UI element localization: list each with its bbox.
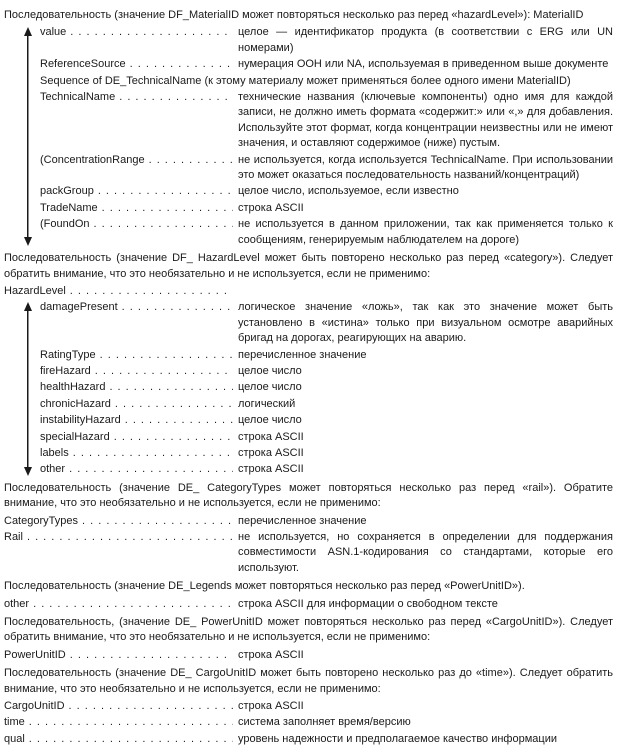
section-heading-powerunit: Последовательность, (значение DE_ PowerUnitID может повторяться несколько раз перед «CargoUnitID»). Следует обратить внимание, что это необязательно и не используется, если не применимо: <box>4 616 613 644</box>
field-row <box>40 184 613 199</box>
dot-leader <box>125 413 233 428</box>
dot-leader <box>115 397 233 412</box>
field-name: time <box>4 716 25 729</box>
field-row <box>40 462 613 477</box>
dot-leader <box>69 462 233 477</box>
field-name: instabilityHazard <box>40 414 121 427</box>
dot-leader <box>70 284 233 299</box>
field-row <box>40 413 613 428</box>
material-sequence-block <box>4 25 613 248</box>
field-description: не используется в данном приложении, так как применяется только к сообщениям, генерируемым наблюдателем на дороге) <box>238 218 613 246</box>
field-name: TradeName <box>40 201 98 214</box>
field-name: CategoryTypes <box>4 514 78 527</box>
dot-leader <box>73 446 233 461</box>
field-description: целое число <box>238 381 302 394</box>
double-arrow-icon <box>23 27 32 246</box>
dot-leader <box>69 699 233 714</box>
dot-leader <box>95 364 233 379</box>
field-name: qual <box>4 732 25 745</box>
field-description: логическое значение «ложь», так как это значение может быть установлено в «истина» только при визуальном осмотре аварийных бригад на дорогах, реагирующих на аварию. <box>238 301 613 345</box>
field-row <box>4 530 613 576</box>
field-description: целое число <box>238 364 302 377</box>
field-row <box>40 397 613 412</box>
field-row <box>4 284 613 299</box>
field-description: нумерация ООН или NA, используемая в приведенном выше документе <box>238 58 609 71</box>
field-description: строка ASCII <box>238 700 304 713</box>
dot-leader <box>82 514 233 529</box>
field-name: other <box>40 463 66 476</box>
dot-leader <box>109 380 233 395</box>
field-row <box>40 380 613 395</box>
field-row <box>40 348 613 363</box>
field-description: целое число, используемое, если известно <box>238 185 459 198</box>
dot-leader <box>130 57 233 72</box>
dot-leader <box>27 530 233 545</box>
section-heading-hazard: Последовательность (значение DF_ HazardLevel может быть повторено несколько раз перед «category»). Следует обратить внимание, что это необязательно и не используется, если не применимо: <box>4 252 613 280</box>
field-row <box>4 597 613 612</box>
field-name: specialHazard <box>40 430 110 443</box>
field-description: строка ASCII <box>238 463 304 476</box>
field-name: (FoundOn <box>40 218 90 231</box>
field-row <box>40 57 613 72</box>
dot-leader <box>114 430 233 445</box>
field-description: строка ASCII для информации о свободном тексте <box>238 597 498 610</box>
field-name: damagePresent <box>40 301 118 314</box>
field-description: целое число <box>238 414 302 427</box>
field-row <box>40 364 613 379</box>
section-heading-legends: Последовательность (значение DE_Legends может повторяться несколько раз перед «PowerUnitID»). <box>4 580 525 593</box>
section-heading-category: Последовательность (значение DE_ CategoryTypes может повторяться несколько раз перед «rail»). Обратите внимание, что это необязательно и не используется, если не применимо: <box>4 481 613 510</box>
field-name: ReferenceSource <box>40 58 126 71</box>
field-name: (ConcentrationRange <box>40 153 145 166</box>
field-row <box>40 90 613 152</box>
field-description: не используется, но сохраняется в определении для поддержания совместимости ASN.1-кодирования со стандартами, которые его используют. <box>238 531 613 574</box>
field-row <box>40 300 613 346</box>
field-name: RatingType <box>40 348 96 361</box>
dot-leader <box>100 348 233 363</box>
dot-leader <box>119 90 233 105</box>
field-row <box>40 153 613 184</box>
hazard-sequence-block <box>4 300 613 477</box>
field-description: система заполняет время/версию <box>238 716 411 729</box>
field-row <box>4 514 613 529</box>
field-row <box>40 430 613 445</box>
dot-leader <box>98 184 233 199</box>
field-description: не используется, когда используется TechnicalName. При использовании это может оказаться последовательность названий/концентраций) <box>238 153 613 182</box>
dot-leader <box>70 648 233 663</box>
field-row <box>4 648 613 663</box>
field-description: строка ASCII <box>238 430 304 443</box>
dot-leader <box>94 217 233 232</box>
dot-leader <box>70 25 233 40</box>
field-row <box>40 446 613 461</box>
dot-leader <box>29 732 233 747</box>
field-name: Rail <box>4 531 23 543</box>
field-row <box>40 201 613 216</box>
field-description: логический <box>238 397 296 410</box>
field-name: TechnicalName <box>40 91 116 104</box>
field-name: labels <box>40 446 69 459</box>
dot-leader <box>149 153 233 168</box>
field-description: целое — идентификатор продукта (в соответствии с ERG или UN номерами) <box>238 26 613 54</box>
field-row <box>4 715 613 730</box>
field-name: value <box>40 26 67 39</box>
field-row <box>4 699 613 714</box>
section-heading-cargounit: Последовательность (значение DE_ CargoUnitID может быть повторено несколько раз до «time»). Следует обратить внимание, что это необязательно и не используется, если не применимо: <box>4 667 613 695</box>
field-name: healthHazard <box>40 381 106 394</box>
field-name: CargoUnitID <box>4 700 65 713</box>
field-name: PowerUnitID <box>4 648 66 661</box>
dot-leader <box>33 597 233 612</box>
sequence-note: Sequence of DE_TechnicalName (к этому материалу может применяться более одного имени MaterialID) <box>40 74 571 87</box>
dot-leader <box>122 300 233 315</box>
section-heading-material: Последовательность (значение DF_MaterialID может повторяться несколько раз перед «hazardLevel»): MaterialID <box>4 9 584 21</box>
double-arrow-icon <box>23 302 32 475</box>
field-description: строка ASCII <box>238 201 304 214</box>
field-name: fireHazard <box>40 364 91 377</box>
field-description: перечисленное значение <box>238 514 367 527</box>
field-name: HazardLevel <box>4 284 66 297</box>
field-description: уровень надежности и предполагаемое качество информации <box>238 732 557 745</box>
dot-leader <box>29 715 233 730</box>
field-name: chronicHazard <box>40 397 111 410</box>
field-description: строка ASCII <box>238 648 304 661</box>
field-name: other <box>4 597 30 610</box>
field-row <box>40 217 613 248</box>
field-description: перечисленное значение <box>238 348 367 361</box>
dot-leader <box>102 201 233 216</box>
field-name: packGroup <box>40 185 94 198</box>
field-row <box>4 732 613 747</box>
field-description: строка ASCII <box>238 446 304 459</box>
field-description: технические названия (ключевые компоненты) одно имя для каждой записи, не должно иметь формата «содержит:» или «,» для добавления. Используйте этот формат, когда концентрации неизвестны или не имеют значения, и оставляют содержимое (ниже) пустым. <box>238 91 613 150</box>
field-row <box>40 25 613 56</box>
